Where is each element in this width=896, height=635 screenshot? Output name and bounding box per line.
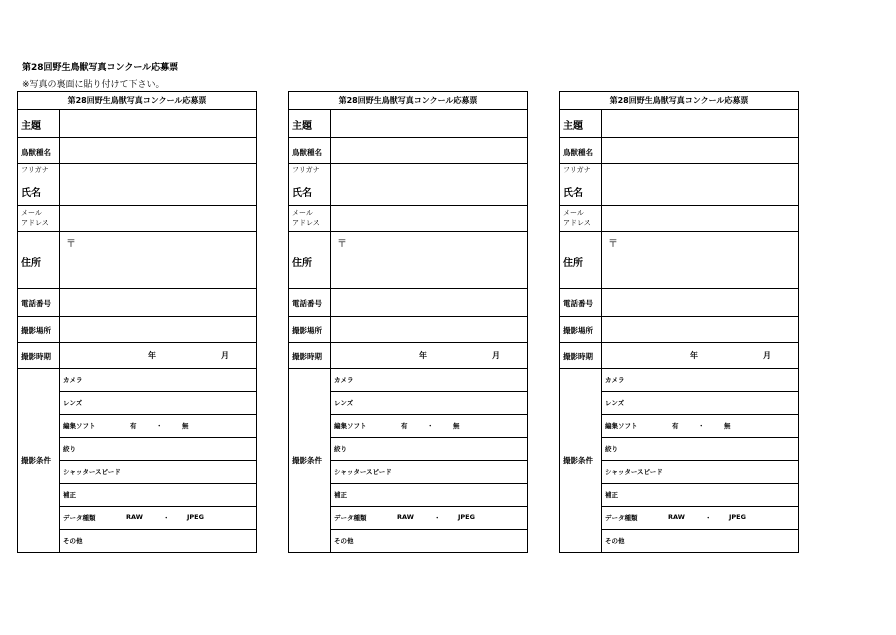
conditions-label-cell	[18, 369, 60, 552]
raw-option[interactable]: RAW	[668, 513, 685, 521]
email-label-1: メール	[292, 209, 313, 217]
shutter-row[interactable]	[60, 461, 256, 484]
raw-option[interactable]: RAW	[126, 513, 143, 521]
month-label: 月	[492, 351, 500, 360]
datatype-separator: ・	[434, 514, 441, 522]
address-label: 住所	[21, 258, 41, 269]
other-label: その他	[605, 537, 625, 545]
aperture-label: 絞り	[63, 445, 76, 453]
datatype-row[interactable]	[602, 507, 798, 530]
camera-label: カメラ	[334, 376, 354, 384]
location-row[interactable]	[560, 317, 798, 343]
form-title: 第28回野生鳥獣写真コンクール応募票	[289, 92, 527, 110]
email-row[interactable]	[560, 206, 798, 232]
month-label: 月	[763, 351, 771, 360]
year-label: 年	[690, 351, 698, 360]
theme-label: 主題	[21, 121, 41, 132]
date-label: 撮影時期	[563, 352, 593, 361]
conditions-label: 撮影条件	[292, 456, 322, 465]
software-yes-option[interactable]: 有	[130, 422, 137, 430]
camera-row[interactable]	[331, 369, 527, 392]
conditions-label-cell	[560, 369, 602, 552]
phone-label: 電話番号	[292, 299, 322, 308]
other-label: その他	[334, 537, 354, 545]
email-row[interactable]	[18, 206, 256, 232]
species-row[interactable]	[560, 138, 798, 164]
email-label-1: メール	[563, 209, 584, 217]
software-no-option[interactable]: 無	[724, 422, 731, 430]
date-row[interactable]	[18, 343, 256, 369]
camera-row[interactable]	[602, 369, 798, 392]
phone-row[interactable]	[18, 289, 256, 317]
software-no-option[interactable]: 無	[182, 422, 189, 430]
email-row[interactable]	[289, 206, 527, 232]
other-row[interactable]	[331, 530, 527, 552]
email-label-2: アドレス	[563, 219, 591, 227]
raw-option[interactable]: RAW	[397, 513, 414, 521]
aperture-row[interactable]	[602, 438, 798, 461]
correction-row[interactable]	[60, 484, 256, 507]
address-label: 住所	[563, 258, 583, 269]
shutter-label: シャッタースピード	[63, 468, 121, 476]
location-label: 撮影場所	[21, 326, 51, 335]
software-no-option[interactable]: 無	[453, 422, 460, 430]
software-separator: ・	[156, 422, 163, 430]
email-label-2: アドレス	[21, 219, 49, 227]
software-yes-option[interactable]: 有	[672, 422, 679, 430]
correction-row[interactable]	[331, 484, 527, 507]
name-label: 氏名	[563, 188, 583, 199]
email-label-2: アドレス	[292, 219, 320, 227]
software-separator: ・	[427, 422, 434, 430]
location-row[interactable]	[289, 317, 527, 343]
species-label: 鳥獣種名	[563, 148, 593, 157]
datatype-label: データ種類	[605, 514, 638, 522]
phone-label: 電話番号	[563, 299, 593, 308]
shutter-label: シャッタースピード	[334, 468, 392, 476]
year-label: 年	[148, 351, 156, 360]
address-row[interactable]	[18, 232, 256, 289]
conditions-label: 撮影条件	[563, 456, 593, 465]
conditions-label-cell	[289, 369, 331, 552]
camera-label: カメラ	[605, 376, 625, 384]
furigana-label: フリガナ	[292, 166, 320, 174]
species-row[interactable]	[18, 138, 256, 164]
aperture-row[interactable]	[331, 438, 527, 461]
date-row[interactable]	[560, 343, 798, 369]
postal-mark: 〒	[608, 239, 618, 250]
date-label: 撮影時期	[292, 352, 322, 361]
phone-row[interactable]	[289, 289, 527, 317]
name-row[interactable]	[18, 164, 256, 206]
lens-row[interactable]	[602, 392, 798, 415]
jpeg-option[interactable]: JPEG	[458, 513, 475, 521]
aperture-label: 絞り	[334, 445, 347, 453]
software-label: 編集ソフト	[605, 422, 638, 430]
software-label: 編集ソフト	[334, 422, 367, 430]
aperture-label: 絞り	[605, 445, 618, 453]
theme-label: 主題	[292, 121, 312, 132]
entry-form-3	[559, 91, 799, 553]
theme-row[interactable]	[289, 109, 527, 138]
software-yes-option[interactable]: 有	[401, 422, 408, 430]
software-separator: ・	[698, 422, 705, 430]
name-label: 氏名	[292, 188, 312, 199]
year-label: 年	[419, 351, 427, 360]
correction-label: 補正	[605, 491, 618, 499]
conditions-label: 撮影条件	[21, 456, 51, 465]
other-row[interactable]	[602, 530, 798, 552]
address-label: 住所	[292, 258, 312, 269]
other-row[interactable]	[60, 530, 256, 552]
species-row[interactable]	[289, 138, 527, 164]
datatype-label: データ種類	[63, 514, 96, 522]
datatype-label: データ種類	[334, 514, 367, 522]
theme-row[interactable]	[560, 109, 798, 138]
software-row[interactable]	[602, 415, 798, 438]
postal-mark: 〒	[66, 239, 76, 250]
species-label: 鳥獣種名	[21, 148, 51, 157]
month-label: 月	[221, 351, 229, 360]
entry-form-2	[288, 91, 528, 553]
correction-label: 補正	[63, 491, 76, 499]
entry-form-1	[17, 91, 257, 553]
software-row[interactable]	[331, 415, 527, 438]
location-row[interactable]	[18, 317, 256, 343]
postal-mark: 〒	[337, 239, 347, 250]
software-row[interactable]	[60, 415, 256, 438]
software-label: 編集ソフト	[63, 422, 96, 430]
date-label: 撮影時期	[21, 352, 51, 361]
email-label-1: メール	[21, 209, 42, 217]
correction-row[interactable]	[602, 484, 798, 507]
shutter-row[interactable]	[602, 461, 798, 484]
datatype-separator: ・	[705, 514, 712, 522]
furigana-label: フリガナ	[563, 166, 591, 174]
camera-row[interactable]	[60, 369, 256, 392]
theme-row[interactable]	[18, 109, 256, 138]
shutter-label: シャッタースピード	[605, 468, 663, 476]
name-row[interactable]	[560, 164, 798, 206]
lens-row[interactable]	[60, 392, 256, 415]
other-label: その他	[63, 537, 83, 545]
form-title: 第28回野生鳥獣写真コンクール応募票	[560, 92, 798, 110]
jpeg-option[interactable]: JPEG	[729, 513, 746, 521]
lens-label: レンズ	[334, 399, 354, 407]
lens-label: レンズ	[63, 399, 83, 407]
shutter-row[interactable]	[331, 461, 527, 484]
aperture-row[interactable]	[60, 438, 256, 461]
camera-label: カメラ	[63, 376, 83, 384]
correction-label: 補正	[334, 491, 347, 499]
address-row[interactable]	[289, 232, 527, 289]
location-label: 撮影場所	[563, 326, 593, 335]
furigana-label: フリガナ	[21, 166, 49, 174]
name-label: 氏名	[21, 188, 41, 199]
form-title: 第28回野生鳥獣写真コンクール応募票	[18, 92, 256, 110]
phone-label: 電話番号	[21, 299, 51, 308]
document-title: 第28回野生鳥獣写真コンクール応募票	[22, 63, 179, 73]
datatype-separator: ・	[163, 514, 170, 522]
jpeg-option[interactable]: JPEG	[187, 513, 204, 521]
date-row[interactable]	[289, 343, 527, 369]
attach-note: ※写真の裏面に貼り付けて下さい。	[22, 80, 165, 90]
theme-label: 主題	[563, 121, 583, 132]
datatype-row[interactable]	[331, 507, 527, 530]
location-label: 撮影場所	[292, 326, 322, 335]
phone-row[interactable]	[560, 289, 798, 317]
datatype-row[interactable]	[60, 507, 256, 530]
species-label: 鳥獣種名	[292, 148, 322, 157]
lens-label: レンズ	[605, 399, 625, 407]
name-row[interactable]	[289, 164, 527, 206]
address-row[interactable]	[560, 232, 798, 289]
lens-row[interactable]	[331, 392, 527, 415]
